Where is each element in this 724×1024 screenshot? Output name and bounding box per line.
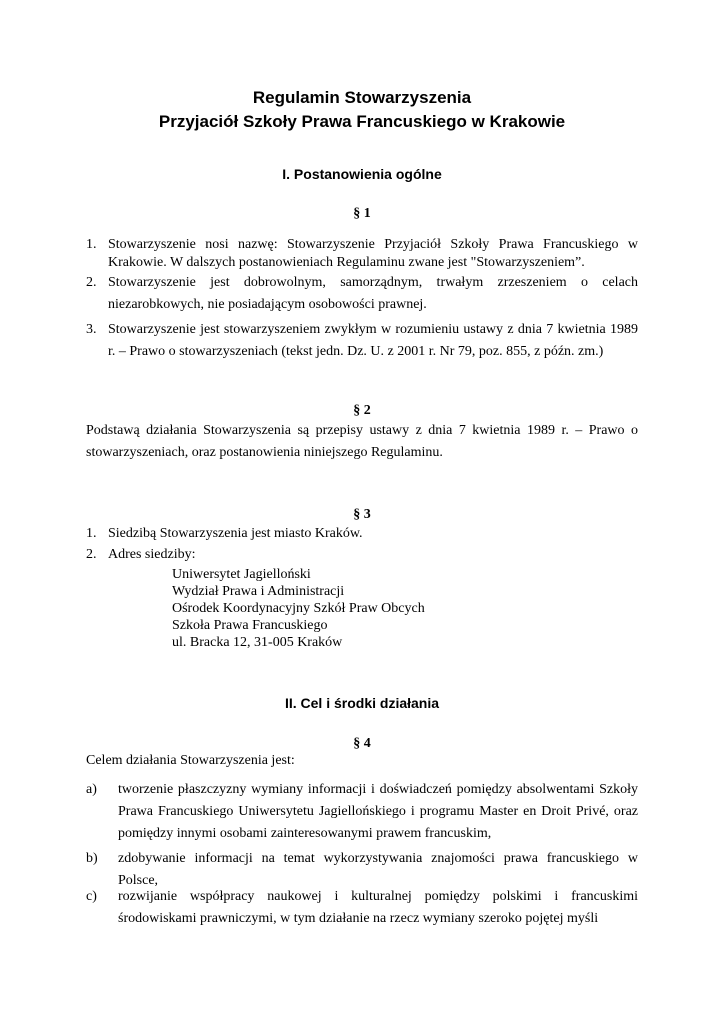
address-line: Uniwersytet Jagielloński [172,567,311,582]
list-item-text: Stowarzyszenie jest dobrowolnym, samorządnym, trwałym zrzeszeniem o celach niezarobkowych, nie posiadającym osobowości prawnej. [108,275,638,312]
document-title-line1: Regulamin Stowarzyszenia [252,88,472,107]
list-item-number: 2. [86,547,97,562]
address-line: ul. Bracka 12, 31-005 Kraków [172,635,343,650]
address-line: Wydział Prawa i Administracji [172,584,345,599]
list-item-text: rozwijanie współpracy naukowej i kulturalnej pomiędzy polskimi i francuskimi środowiskami prawniczymi, w tym działanie na rzecz wymiany szeroko pojętej myśli [118,889,638,926]
paragraph-3-heading: § 3 [353,507,371,522]
document-title-line2: Przyjaciół Szkoły Prawa Francuskiego w Krakowie [158,112,566,131]
list-item-letter: b) [86,851,98,866]
list-item-number: 3. [86,322,97,337]
address-line: Szkoła Prawa Francuskiego [172,618,328,633]
list-item-number: 2. [86,275,97,290]
section-heading-goals: II. Cel i środki działania [284,695,440,711]
paragraph-4-heading: § 4 [353,736,371,751]
list-item-number: 1. [86,526,97,541]
list-item-number: 1. [86,237,97,252]
address-line: Ośrodek Koordynacyjny Szkół Praw Obcych [172,601,425,616]
paragraph-1-heading: § 1 [353,206,371,221]
list-item-text: Adres siedziby: [108,547,196,562]
list-item-text: zdobywanie informacji na temat wykorzystywania znajomości prawa francuskiego w Polsce, [118,851,638,888]
list-item-text: Stowarzyszenie jest stowarzyszeniem zwykłym w rozumieniu ustawy z dnia 7 kwietnia 1989 r. – Prawo o stowarzyszeniach (tekst jedn. Dz. U. z 2001 r. Nr 79, poz. 855, z późn. zm.) [108,322,638,359]
list-item-text: Siedzibą Stowarzyszenia jest miasto Kraków. [108,526,363,541]
list-item-text: Stowarzyszenie nosi nazwę: Stowarzyszenie Przyjaciół Szkoły Prawa Francuskiego w Krakowie. W dalszych postanowieniach Regulaminu zwane jest "Stowarzyszeniem”. [108,237,638,270]
section-heading-general: I. Postanowienia ogólne [282,166,442,182]
paragraph-4-intro: Celem działania Stowarzyszenia jest: [86,753,295,768]
paragraph-2-text: Podstawą działania Stowarzyszenia są przepisy ustawy z dnia 7 kwietnia 1989 r. – Prawo o stowarzyszeniach, oraz postanowienia niniejszego Regulaminu. [86,423,638,460]
list-item-letter: c) [86,889,97,904]
list-item-text: tworzenie płaszczyzny wymiany informacji i doświadczeń pomiędzy absolwentami Szkoły Prawa Francuskiego Uniwersytetu Jagiellońskiego i programu Master en Droit Privé, oraz pomiędzy innymi osobami zainteresowanymi prawem francuskim, [118,782,638,841]
list-item-letter: a) [86,782,97,797]
paragraph-2-heading: § 2 [353,403,371,418]
